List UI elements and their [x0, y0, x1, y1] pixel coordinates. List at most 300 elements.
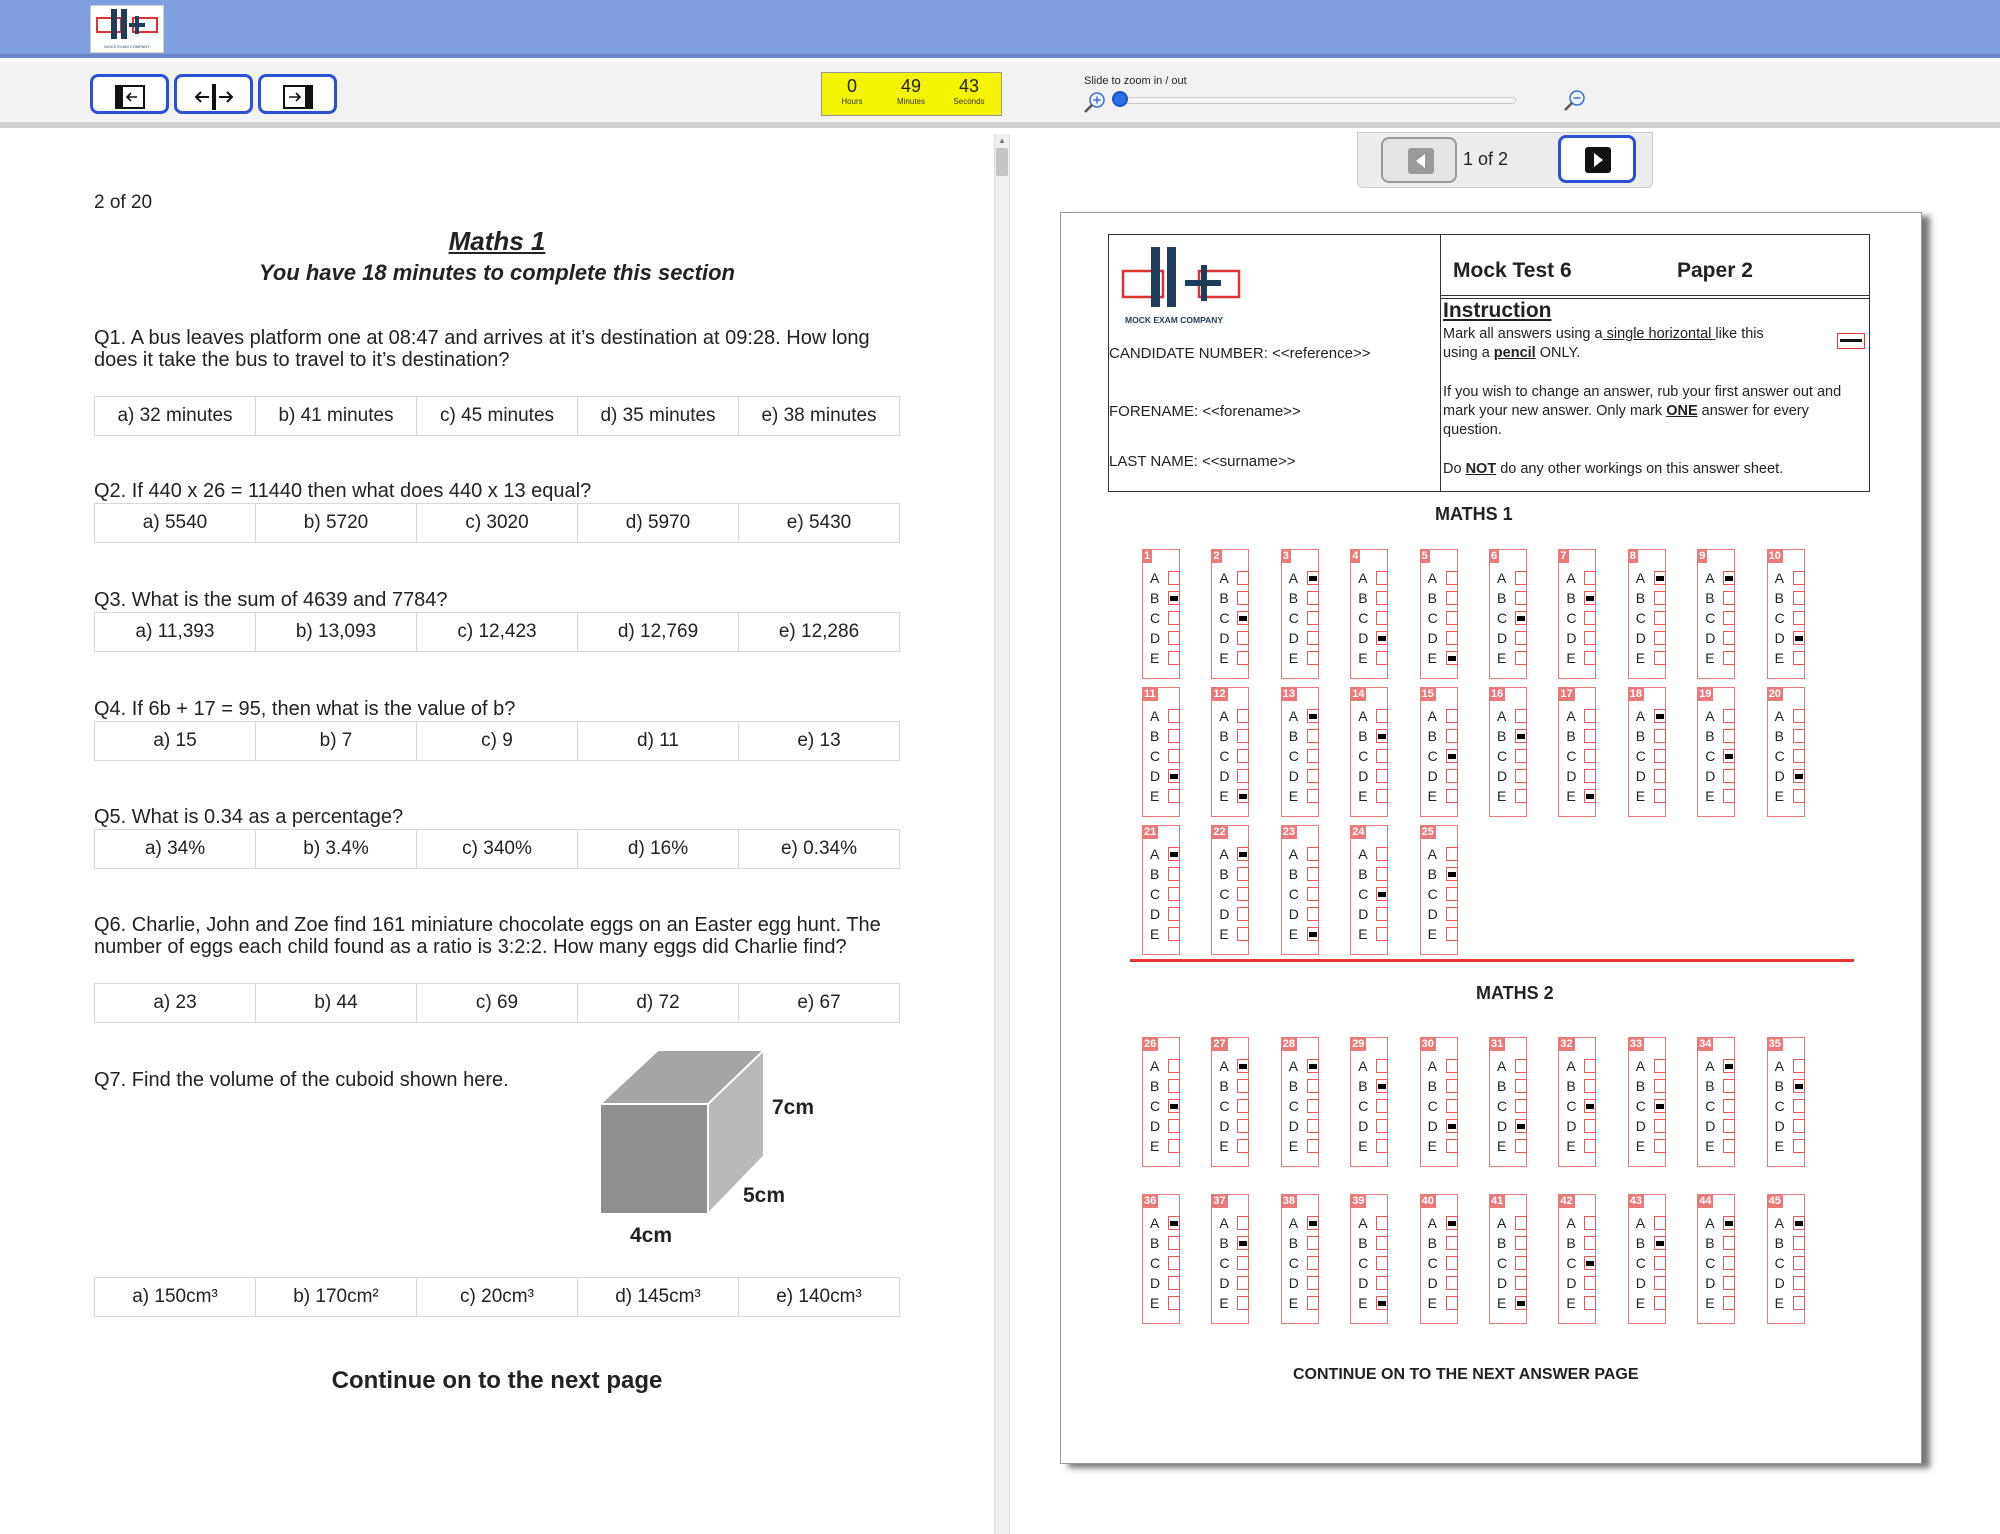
next-page-button[interactable] — [1558, 135, 1636, 183]
option-a[interactable]: a) 5540 — [95, 504, 256, 542]
option-e[interactable]: e) 0.34% — [780, 838, 858, 859]
answer-bubble-e[interactable] — [1584, 789, 1596, 803]
answer-bubble-e[interactable] — [1723, 651, 1735, 665]
option-c[interactable]: c) 340% — [417, 830, 578, 868]
answer-bubble-d[interactable] — [1376, 907, 1388, 921]
answer-bubble-e[interactable] — [1237, 1139, 1249, 1153]
option-a[interactable]: a) 23 — [95, 984, 256, 1022]
answer-bubble-b[interactable] — [1723, 729, 1735, 743]
answer-bubble-e[interactable] — [1584, 1139, 1596, 1153]
answer-bubble-c[interactable] — [1376, 1256, 1388, 1270]
answer-bubble-a[interactable] — [1376, 571, 1388, 585]
answer-bubble-a[interactable] — [1168, 571, 1180, 585]
answer-bubble-c[interactable] — [1654, 749, 1666, 763]
answer-bubble-d[interactable] — [1584, 1276, 1596, 1290]
answer-bubble-d[interactable] — [1515, 1276, 1527, 1290]
option-d[interactable]: d) 11 — [578, 722, 739, 760]
answer-bubble-a[interactable] — [1376, 847, 1388, 861]
answer-bubble-c[interactable] — [1307, 1099, 1319, 1113]
answer-bubble-d[interactable] — [1723, 631, 1735, 645]
answer-bubble-c[interactable] — [1307, 1256, 1319, 1270]
answer-bubble-e[interactable] — [1307, 927, 1319, 941]
answer-bubble-e[interactable] — [1307, 1296, 1319, 1310]
option-a[interactable]: a) 15 — [95, 722, 256, 760]
answer-bubble-d[interactable] — [1376, 1119, 1388, 1133]
answer-bubble-d[interactable] — [1237, 631, 1249, 645]
answer-bubble-c[interactable] — [1515, 1099, 1527, 1113]
answer-bubble-b[interactable] — [1654, 1236, 1666, 1250]
answer-bubble-c[interactable] — [1654, 611, 1666, 625]
answer-bubble-a[interactable] — [1237, 571, 1249, 585]
question-number: 2 — [1213, 550, 1220, 562]
instruction-title: Instruction — [1443, 299, 1552, 322]
answer-bubble-a[interactable] — [1654, 1216, 1666, 1230]
option-e[interactable]: e) 13 — [797, 730, 841, 751]
answer-bubble-b[interactable] — [1446, 591, 1458, 605]
answer-bubble-c[interactable] — [1376, 749, 1388, 763]
option-e[interactable]: e) 38 minutes — [761, 405, 877, 426]
answer-cell-q30 — [1420, 1037, 1458, 1167]
answer-bubble-e[interactable] — [1723, 1296, 1735, 1310]
answer-bubble-c[interactable] — [1584, 749, 1596, 763]
answer-bubble-d[interactable] — [1515, 769, 1527, 783]
answer-bubble-e[interactable] — [1584, 1296, 1596, 1310]
question-number: 28 — [1282, 1038, 1296, 1050]
answer-bubble-e[interactable] — [1446, 789, 1458, 803]
answer-bubble-e[interactable] — [1376, 789, 1388, 803]
answer-bubble-b[interactable] — [1446, 729, 1458, 743]
answer-bubble-d[interactable] — [1793, 1119, 1805, 1133]
answer-bubble-b[interactable] — [1446, 1236, 1458, 1250]
answer-bubble-e[interactable] — [1168, 927, 1180, 941]
question-number: 11 — [1144, 688, 1156, 700]
answer-bubble-e[interactable] — [1446, 1139, 1458, 1153]
answer-bubble-c[interactable] — [1584, 1099, 1596, 1113]
answer-bubble-a[interactable] — [1793, 709, 1805, 723]
answer-bubble-e[interactable] — [1168, 651, 1180, 665]
answer-bubble-a[interactable] — [1515, 709, 1527, 723]
answer-bubble-a[interactable] — [1654, 571, 1666, 585]
answer-bubble-b[interactable] — [1584, 1236, 1596, 1250]
answer-bubble-b[interactable] — [1584, 1079, 1596, 1093]
answer-bubble-a[interactable] — [1446, 1059, 1458, 1073]
answer-bubble-c[interactable] — [1723, 1099, 1735, 1113]
answer-bubble-e[interactable] — [1515, 651, 1527, 665]
answer-bubble-e[interactable] — [1307, 651, 1319, 665]
answer-cell-q7 — [1558, 549, 1596, 679]
answer-bubble-a[interactable] — [1584, 1059, 1596, 1073]
answer-bubble-d[interactable] — [1446, 631, 1458, 645]
answer-bubble-e[interactable] — [1237, 927, 1249, 941]
answer-bubble-e[interactable] — [1237, 651, 1249, 665]
answer-bubble-b[interactable] — [1793, 591, 1805, 605]
answer-bubble-d[interactable] — [1793, 631, 1805, 645]
question-6-options — [94, 983, 900, 1023]
answer-bubble-a[interactable] — [1307, 571, 1319, 585]
answer-bubble-d[interactable] — [1237, 769, 1249, 783]
collapse-left-button[interactable] — [90, 74, 169, 114]
previous-page-button[interactable] — [1381, 137, 1457, 183]
answer-bubble-b[interactable] — [1654, 1079, 1666, 1093]
answer-bubble-c[interactable] — [1654, 1099, 1666, 1113]
option-b[interactable]: b) 7 — [256, 722, 417, 760]
answer-bubble-d[interactable] — [1307, 631, 1319, 645]
answer-cell-q3 — [1281, 549, 1319, 679]
answer-bubble-d[interactable] — [1168, 1276, 1180, 1290]
answer-bubble-a[interactable] — [1168, 1216, 1180, 1230]
option-d[interactable]: d) 35 minutes — [578, 397, 739, 435]
answer-bubble-d[interactable] — [1654, 1276, 1666, 1290]
option-e[interactable]: e) 5430 — [786, 512, 852, 533]
option-letters: A B C D E — [1288, 1215, 1299, 1311]
answer-bubble-c[interactable] — [1237, 749, 1249, 763]
answer-bubble-c[interactable] — [1446, 749, 1458, 763]
answer-bubble-a[interactable] — [1515, 1059, 1527, 1073]
answer-bubble-c[interactable] — [1307, 749, 1319, 763]
answer-bubble-c[interactable] — [1376, 611, 1388, 625]
answer-bubble-a[interactable] — [1376, 1216, 1388, 1230]
answer-bubble-a[interactable] — [1446, 709, 1458, 723]
option-c[interactable]: c) 12,423 — [417, 613, 578, 651]
option-e[interactable]: e) 67 — [797, 992, 841, 1013]
answer-bubble-e[interactable] — [1793, 1139, 1805, 1153]
answer-bubble-a[interactable] — [1307, 847, 1319, 861]
option-a[interactable]: a) 11,393 — [95, 613, 256, 651]
answer-bubble-a[interactable] — [1237, 709, 1249, 723]
answer-bubble-e[interactable] — [1168, 789, 1180, 803]
answer-bubble-d[interactable] — [1376, 769, 1388, 783]
answer-bubble-a[interactable] — [1237, 1216, 1249, 1230]
answer-cell-q42 — [1558, 1194, 1596, 1324]
answer-bubble-c[interactable] — [1237, 887, 1249, 901]
collapse-right-button[interactable] — [258, 74, 337, 114]
answer-bubble-a[interactable] — [1237, 847, 1249, 861]
option-d[interactable]: d) 12,769 — [578, 613, 739, 651]
answer-bubble-e[interactable] — [1793, 1296, 1805, 1310]
answer-bubble-d[interactable] — [1723, 769, 1735, 783]
answer-bubble-a[interactable] — [1168, 847, 1180, 861]
answer-bubble-c[interactable] — [1723, 611, 1735, 625]
answer-bubble-c[interactable] — [1584, 611, 1596, 625]
option-d[interactable]: d) 5970 — [578, 504, 739, 542]
option-letters: A B C D E — [1358, 570, 1369, 666]
option-e[interactable]: e) 140cm³ — [776, 1286, 862, 1307]
answer-bubble-e[interactable] — [1654, 1139, 1666, 1153]
answer-bubble-e[interactable] — [1515, 1139, 1527, 1153]
question-number: 9 — [1699, 550, 1706, 562]
scrollbar-thumb[interactable] — [996, 148, 1008, 176]
answer-bubble-e[interactable] — [1654, 1296, 1666, 1310]
answer-bubble-d[interactable] — [1584, 769, 1596, 783]
answer-bubble-a[interactable] — [1168, 709, 1180, 723]
answer-bubble-d[interactable] — [1793, 1276, 1805, 1290]
answer-bubble-b[interactable] — [1446, 1079, 1458, 1093]
answer-bubble-b[interactable] — [1723, 1236, 1735, 1250]
pager-text: 1 of 2 — [1463, 149, 1509, 169]
answer-bubble-a[interactable] — [1168, 1059, 1180, 1073]
answer-bubble-b[interactable] — [1376, 1079, 1388, 1093]
answer-bubble-b[interactable] — [1168, 1079, 1180, 1093]
answer-bubble-c[interactable] — [1168, 611, 1180, 625]
answer-bubble-d[interactable] — [1307, 1119, 1319, 1133]
option-a[interactable]: a) 34% — [95, 830, 256, 868]
answer-bubble-a[interactable] — [1793, 1216, 1805, 1230]
answer-bubble-e[interactable] — [1446, 927, 1458, 941]
answer-bubble-e[interactable] — [1446, 1296, 1458, 1310]
answer-bubble-b[interactable] — [1515, 729, 1527, 743]
answer-bubble-e[interactable] — [1307, 1139, 1319, 1153]
answer-bubble-c[interactable] — [1446, 1099, 1458, 1113]
answer-bubble-e[interactable] — [1654, 651, 1666, 665]
answer-bubble-a[interactable] — [1723, 1059, 1735, 1073]
answer-bubble-d[interactable] — [1723, 1276, 1735, 1290]
answer-bubble-d[interactable] — [1376, 1276, 1388, 1290]
answer-bubble-b[interactable] — [1307, 729, 1319, 743]
question-number: 5 — [1421, 550, 1428, 562]
answer-bubble-d[interactable] — [1446, 907, 1458, 921]
answer-bubble-e[interactable] — [1654, 789, 1666, 803]
question-number: 6 — [1491, 550, 1498, 562]
answer-bubble-a[interactable] — [1584, 709, 1596, 723]
answer-bubble-e[interactable] — [1793, 651, 1805, 665]
answer-bubble-a[interactable] — [1584, 571, 1596, 585]
answer-cell-q6 — [1489, 549, 1527, 679]
answer-bubble-b[interactable] — [1515, 1079, 1527, 1093]
answer-bubble-d[interactable] — [1654, 1119, 1666, 1133]
option-c[interactable]: c) 9 — [417, 722, 578, 760]
answer-bubble-c[interactable] — [1168, 887, 1180, 901]
answer-bubble-e[interactable] — [1376, 1296, 1388, 1310]
answer-bubble-b[interactable] — [1376, 867, 1388, 881]
answer-bubble-c[interactable] — [1307, 611, 1319, 625]
answer-bubble-c[interactable] — [1237, 611, 1249, 625]
question-number: 21 — [1144, 826, 1157, 838]
answer-bubble-c[interactable] — [1376, 1099, 1388, 1113]
question-number: 25 — [1421, 826, 1434, 838]
answer-bubble-d[interactable] — [1654, 769, 1666, 783]
answer-bubble-c[interactable] — [1307, 887, 1319, 901]
answer-bubble-a[interactable] — [1307, 709, 1319, 723]
answer-bubble-d[interactable] — [1584, 631, 1596, 645]
answer-bubble-d[interactable] — [1654, 631, 1666, 645]
answer-bubble-b[interactable] — [1793, 729, 1805, 743]
answer-bubble-b[interactable] — [1237, 1079, 1249, 1093]
answer-bubble-a[interactable] — [1376, 1059, 1388, 1073]
split-view-button[interactable] — [174, 74, 253, 114]
answer-bubble-e[interactable] — [1515, 1296, 1527, 1310]
answer-bubble-d[interactable] — [1307, 769, 1319, 783]
answer-bubble-c[interactable] — [1446, 611, 1458, 625]
answer-bubble-b[interactable] — [1307, 1079, 1319, 1093]
answer-bubble-b[interactable] — [1237, 729, 1249, 743]
answer-bubble-b[interactable] — [1168, 729, 1180, 743]
zoom-out-icon[interactable] — [1562, 88, 1588, 114]
answer-bubble-a[interactable] — [1237, 1059, 1249, 1073]
answer-bubble-b[interactable] — [1237, 1236, 1249, 1250]
answer-bubble-b[interactable] — [1446, 867, 1458, 881]
answer-bubble-a[interactable] — [1446, 571, 1458, 585]
answer-bubble-a[interactable] — [1446, 1216, 1458, 1230]
answer-cell-q18 — [1628, 687, 1666, 817]
answer-bubble-b[interactable] — [1584, 729, 1596, 743]
option-b[interactable]: b) 13,093 — [256, 613, 417, 651]
answer-bubble-c[interactable] — [1237, 1099, 1249, 1113]
answer-bubble-a[interactable] — [1307, 1059, 1319, 1073]
answer-bubble-b[interactable] — [1654, 729, 1666, 743]
answer-bubble-e[interactable] — [1515, 789, 1527, 803]
answer-bubble-e[interactable] — [1376, 927, 1388, 941]
answer-bubble-c[interactable] — [1723, 1256, 1735, 1270]
answer-bubble-b[interactable] — [1376, 1236, 1388, 1250]
option-a[interactable]: a) 150cm³ — [95, 1278, 256, 1316]
answer-bubble-e[interactable] — [1376, 651, 1388, 665]
answer-bubble-a[interactable] — [1584, 1216, 1596, 1230]
answer-bubble-d[interactable] — [1584, 1119, 1596, 1133]
answer-bubble-d[interactable] — [1237, 907, 1249, 921]
answer-cell-q5 — [1420, 549, 1458, 679]
option-e[interactable]: e) 12,286 — [778, 621, 860, 642]
answer-bubble-d[interactable] — [1723, 1119, 1735, 1133]
option-d[interactable]: d) 72 — [578, 984, 739, 1022]
answer-bubble-c[interactable] — [1168, 1099, 1180, 1113]
answer-bubble-a[interactable] — [1654, 709, 1666, 723]
answer-bubble-c[interactable] — [1168, 749, 1180, 763]
option-c[interactable]: c) 45 minutes — [417, 397, 578, 435]
answer-bubble-d[interactable] — [1168, 631, 1180, 645]
answer-bubble-d[interactable] — [1515, 1119, 1527, 1133]
answer-bubble-c[interactable] — [1515, 611, 1527, 625]
answer-bubble-d[interactable] — [1168, 1119, 1180, 1133]
zoom-slider-track[interactable] — [1116, 97, 1516, 104]
answer-bubble-a[interactable] — [1723, 1216, 1735, 1230]
answer-bubble-b[interactable] — [1654, 591, 1666, 605]
answer-bubble-b[interactable] — [1307, 1236, 1319, 1250]
answer-bubble-b[interactable] — [1168, 867, 1180, 881]
answer-bubble-b[interactable] — [1237, 867, 1249, 881]
question-number: 37 — [1213, 1195, 1226, 1207]
answer-bubble-a[interactable] — [1723, 709, 1735, 723]
answer-bubble-b[interactable] — [1307, 867, 1319, 881]
answer-bubble-d[interactable] — [1168, 907, 1180, 921]
answer-bubble-b[interactable] — [1307, 591, 1319, 605]
answer-bubble-d[interactable] — [1446, 1276, 1458, 1290]
option-c[interactable]: c) 20cm³ — [417, 1278, 578, 1316]
answer-bubble-a[interactable] — [1723, 571, 1735, 585]
answer-bubble-e[interactable] — [1723, 1139, 1735, 1153]
answer-bubble-d[interactable] — [1168, 769, 1180, 783]
answer-bubble-e[interactable] — [1168, 1296, 1180, 1310]
answer-bubble-d[interactable] — [1793, 769, 1805, 783]
answer-bubble-c[interactable] — [1446, 887, 1458, 901]
option-d[interactable]: d) 16% — [578, 830, 739, 868]
answer-bubble-b[interactable] — [1515, 1236, 1527, 1250]
answer-bubble-d[interactable] — [1237, 1119, 1249, 1133]
answer-bubble-b[interactable] — [1515, 591, 1527, 605]
answer-bubble-c[interactable] — [1584, 1256, 1596, 1270]
answer-bubble-c[interactable] — [1793, 749, 1805, 763]
answer-bubble-c[interactable] — [1446, 1256, 1458, 1270]
answer-bubble-e[interactable] — [1446, 651, 1458, 665]
question-7-text: Q7. Find the volume of the cuboid shown here. — [94, 1069, 509, 1091]
section-title: Maths 1 — [448, 226, 546, 256]
pane-scrollbar[interactable] — [994, 134, 1010, 1534]
answer-bubble-a[interactable] — [1376, 709, 1388, 723]
answer-bubble-d[interactable] — [1376, 631, 1388, 645]
answer-bubble-e[interactable] — [1168, 1139, 1180, 1153]
answer-bubble-c[interactable] — [1793, 1099, 1805, 1113]
answer-bubble-c[interactable] — [1515, 749, 1527, 763]
question-number: 23 — [1282, 826, 1296, 838]
answer-bubble-b[interactable] — [1168, 591, 1180, 605]
answer-bubble-e[interactable] — [1584, 651, 1596, 665]
answer-bubble-b[interactable] — [1584, 591, 1596, 605]
answer-bubble-e[interactable] — [1237, 789, 1249, 803]
answer-bubble-b[interactable] — [1723, 591, 1735, 605]
answer-bubble-e[interactable] — [1307, 789, 1319, 803]
answer-bubble-e[interactable] — [1376, 1139, 1388, 1153]
answer-bubble-a[interactable] — [1793, 1059, 1805, 1073]
option-b[interactable]: b) 3.4% — [256, 830, 417, 868]
answer-bubble-b[interactable] — [1237, 591, 1249, 605]
answer-bubble-c[interactable] — [1237, 1256, 1249, 1270]
answer-bubble-c[interactable] — [1793, 611, 1805, 625]
answer-bubble-e[interactable] — [1237, 1296, 1249, 1310]
answer-bubble-e[interactable] — [1793, 789, 1805, 803]
answer-bubble-a[interactable] — [1307, 1216, 1319, 1230]
option-b[interactable]: b) 170cm² — [256, 1278, 417, 1316]
answer-bubble-d[interactable] — [1446, 1119, 1458, 1133]
answer-bubble-b[interactable] — [1168, 1236, 1180, 1250]
option-b[interactable]: b) 41 minutes — [256, 397, 417, 435]
answer-bubble-d[interactable] — [1237, 1276, 1249, 1290]
question-number: 41 — [1491, 1195, 1504, 1207]
answer-bubble-a[interactable] — [1654, 1059, 1666, 1073]
zoom-slider-thumb[interactable] — [1112, 91, 1128, 107]
answer-bubble-e[interactable] — [1723, 789, 1735, 803]
cuboid-width-label: 4cm — [630, 1224, 673, 1247]
answer-bubble-d[interactable] — [1515, 631, 1527, 645]
option-c[interactable]: c) 3020 — [417, 504, 578, 542]
answer-bubble-a[interactable] — [1446, 847, 1458, 861]
answer-bubble-c[interactable] — [1654, 1256, 1666, 1270]
answer-bubble-d[interactable] — [1446, 769, 1458, 783]
scroll-up-icon[interactable]: ▲ — [998, 136, 1006, 145]
answer-bubble-a[interactable] — [1793, 571, 1805, 585]
answer-bubble-b[interactable] — [1376, 729, 1388, 743]
answer-bubble-c[interactable] — [1723, 749, 1735, 763]
answer-bubble-c[interactable] — [1168, 1256, 1180, 1270]
option-d[interactable]: d) 145cm³ — [578, 1278, 739, 1316]
answer-bubble-c[interactable] — [1376, 887, 1388, 901]
answer-bubble-c[interactable] — [1793, 1256, 1805, 1270]
answer-bubble-d[interactable] — [1307, 907, 1319, 921]
answer-bubble-b[interactable] — [1793, 1236, 1805, 1250]
answer-bubble-a[interactable] — [1515, 1216, 1527, 1230]
answer-bubble-b[interactable] — [1793, 1079, 1805, 1093]
zoom-in-icon[interactable] — [1082, 90, 1108, 116]
svg-text:MOCK EXAM COMPANY: MOCK EXAM COMPANY — [104, 44, 150, 49]
option-letters: A B C D E — [1358, 1058, 1369, 1154]
option-b[interactable]: b) 44 — [256, 984, 417, 1022]
option-a[interactable]: a) 32 minutes — [95, 397, 256, 435]
answer-bubble-a[interactable] — [1515, 571, 1527, 585]
answer-bubble-c[interactable] — [1515, 1256, 1527, 1270]
option-c[interactable]: c) 69 — [417, 984, 578, 1022]
option-b[interactable]: b) 5720 — [256, 504, 417, 542]
answer-bubble-b[interactable] — [1376, 591, 1388, 605]
answer-bubble-d[interactable] — [1307, 1276, 1319, 1290]
answer-bubble-b[interactable] — [1723, 1079, 1735, 1093]
